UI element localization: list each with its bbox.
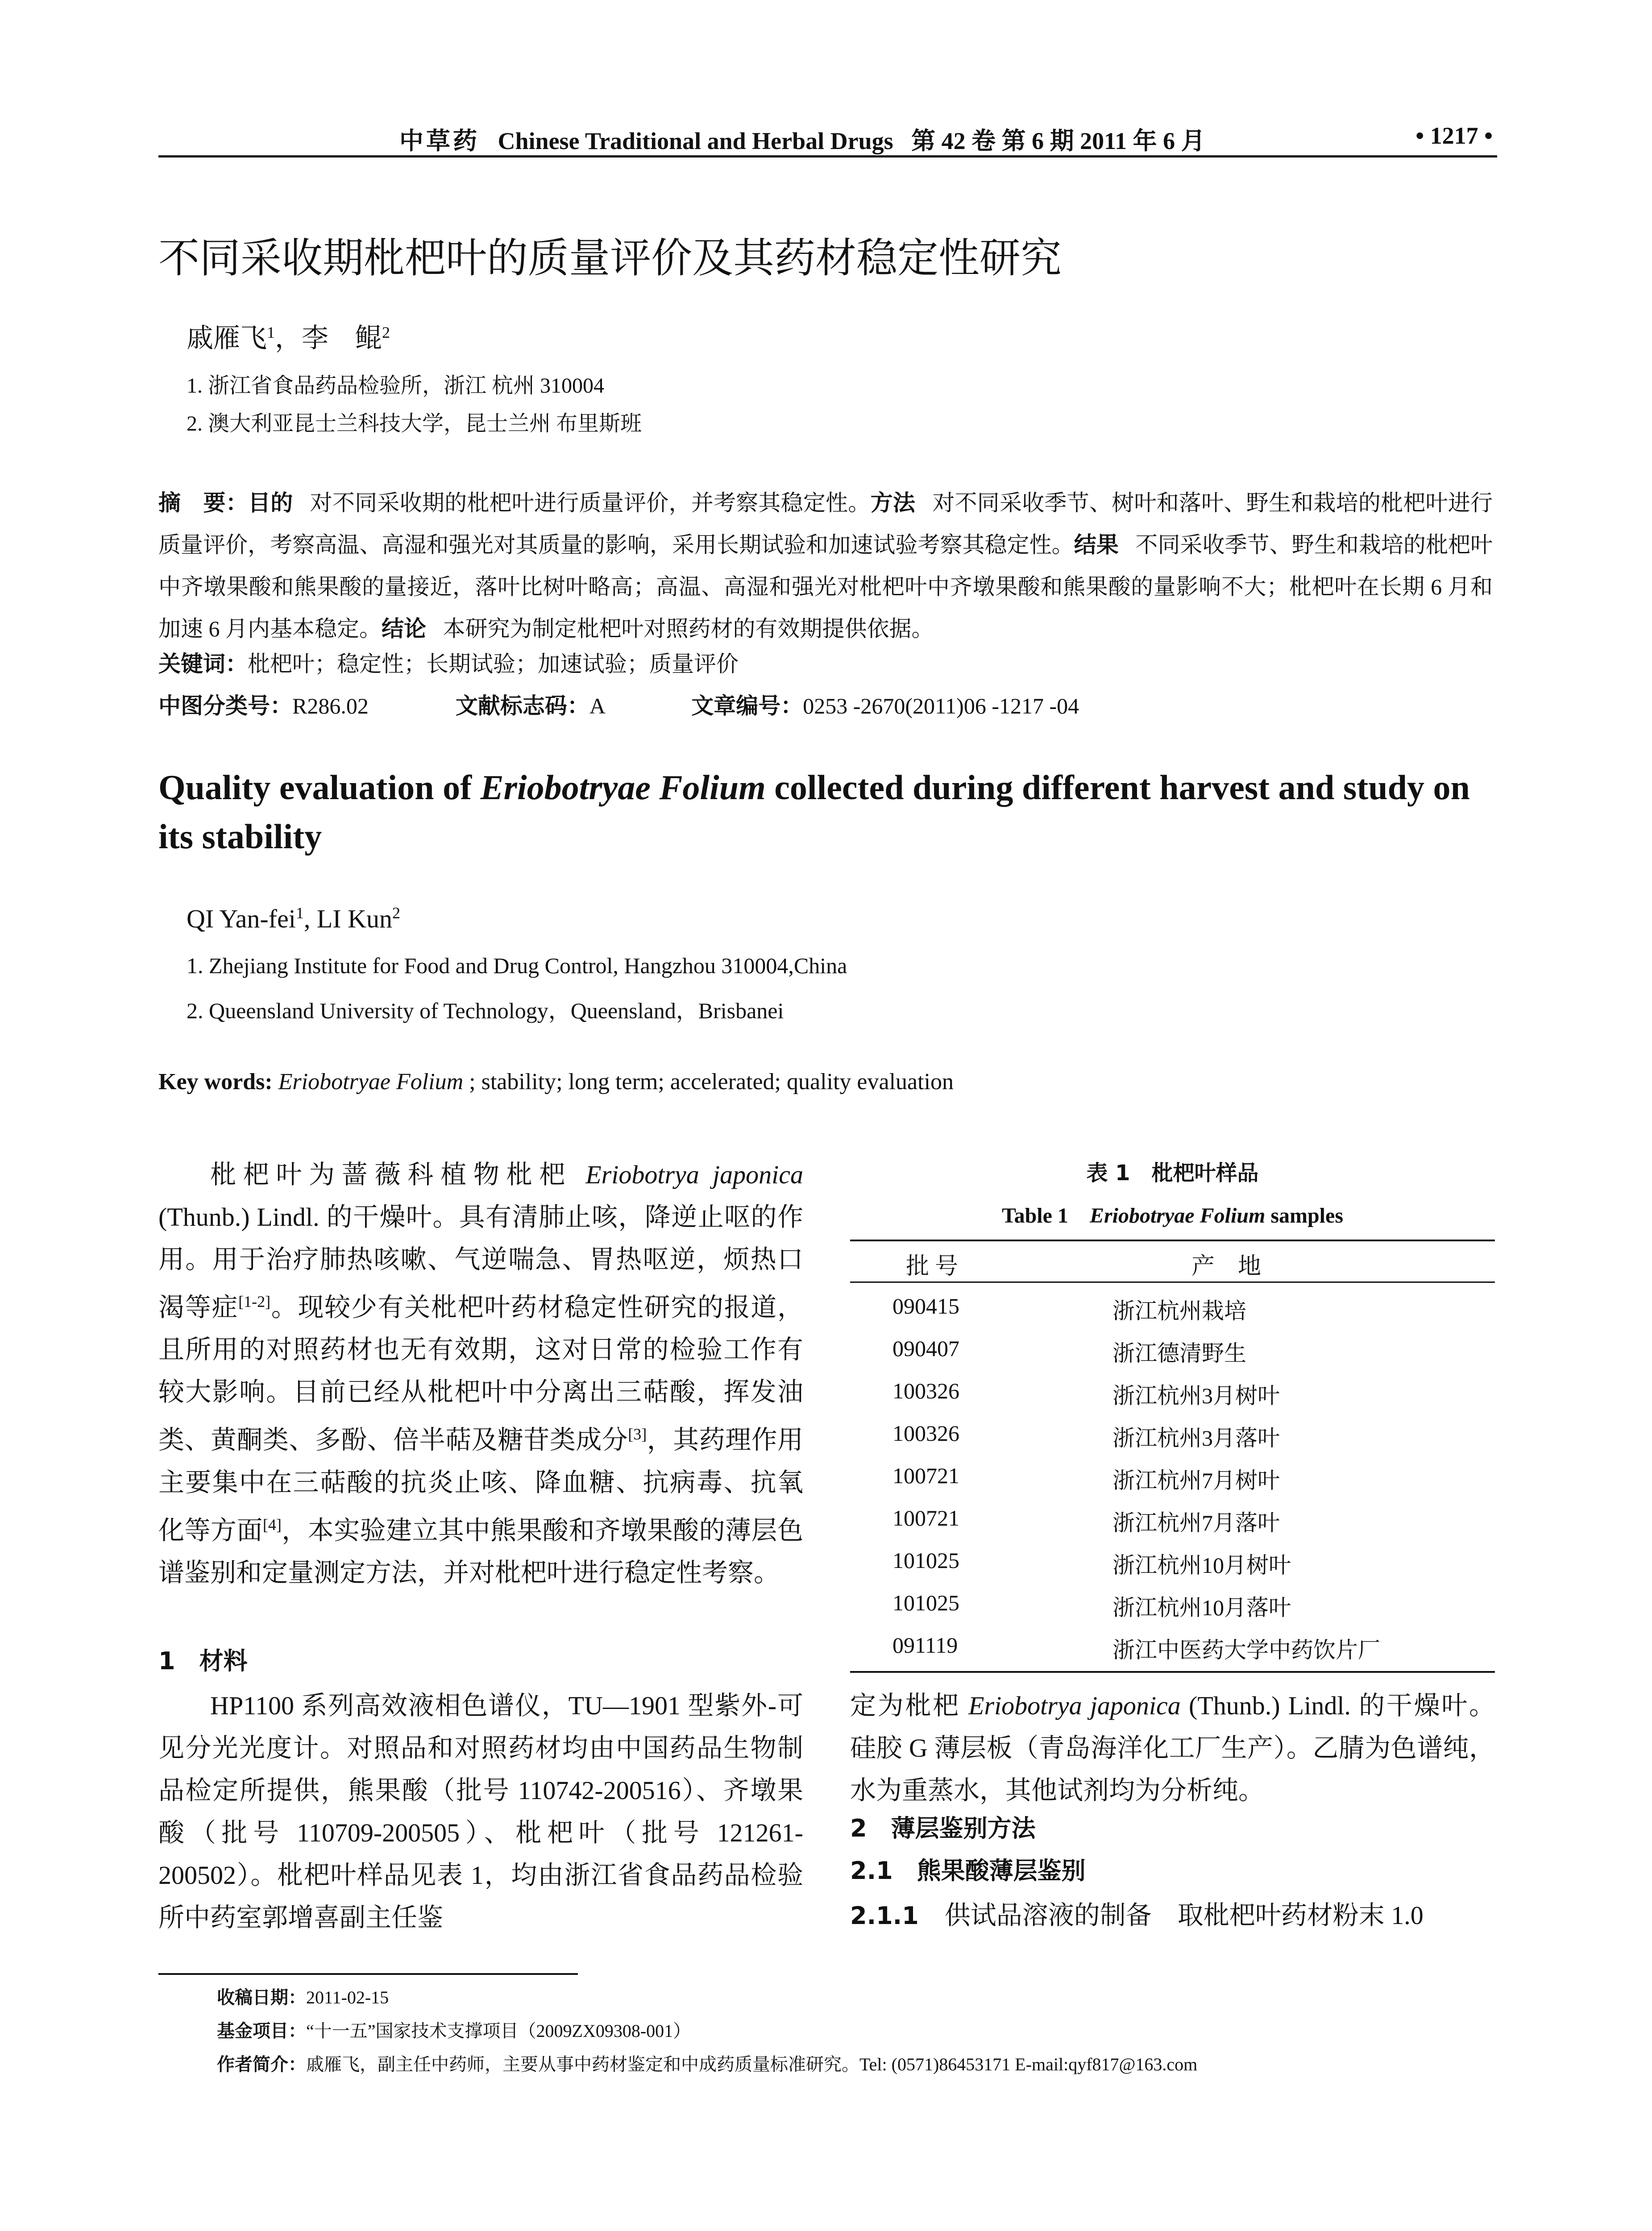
authors-en [187, 904, 400, 933]
running-header [158, 118, 1497, 154]
author-2-en-sup: 2 [392, 904, 400, 922]
section-2-1-1 [850, 1894, 1424, 1932]
p1-text-c: 。现较少有关枇杷叶药材稳定性研究的报道，且所用的对照药材也无有效期，这对日常的检验工作有较大影响。目前已经从枇杷叶中分离出三萜酸，挥发油类、黄酮类、多酚、倍半萜及糖苷类成分 [158, 1293, 803, 1455]
section-2-1-heading: 2.1 熊果酸薄层鉴别 [850, 1857, 1086, 1885]
citation-1: [1-2] [238, 1293, 271, 1310]
table-header-origin: 产 地 [1191, 1254, 1262, 1279]
result-text: 不同采收季节、野生和栽培的枇杷叶中齐墩果酸和熊果酸的量接近，落叶比树叶略高；高温、高湿和强光对枇杷叶中齐墩果酸和熊果酸的量影响不大；枇杷叶在长期 6 月和加速 6 月内基本稳定。 [158, 532, 1493, 641]
table-cell-origin: 浙江杭州栽培 [1112, 1298, 1246, 1323]
author-en-sep: , [303, 904, 317, 933]
author-1-sup: 1 [267, 323, 275, 341]
doccode-value: A [589, 693, 605, 718]
footnote-author [217, 2050, 1197, 2076]
received-date: 2011-02-15 [306, 1987, 389, 2007]
table-top-rule [850, 1240, 1495, 1241]
table-caption-en-latin: Eriobotryae Folium [1089, 1204, 1266, 1227]
table-cell-batch: 090415 [892, 1294, 959, 1319]
table-cell-origin: 浙江德清野生 [1112, 1341, 1246, 1366]
table-bottom-rule [850, 1671, 1495, 1673]
table-caption-en-b: samples [1265, 1204, 1343, 1227]
method-label: 方法 [870, 490, 916, 516]
affiliation-1-cn: 1. 浙江省食品药品检验所，浙江 杭州 310004 [187, 374, 605, 398]
section-2-1-1-number: 2.1.1 [850, 1902, 919, 1930]
author-2-cn: 李 鲲 [302, 323, 382, 353]
title-en-part1: Quality evaluation of [158, 768, 481, 807]
title-en-part2: collected during different harvest and study on its stability [158, 768, 1470, 856]
page-number: • 1217 • [1415, 122, 1493, 149]
article-value: 0253 -2670(2011)06 -1217 -04 [803, 693, 1079, 718]
method-text: 对不同采收季节、树叶和落叶、野生和栽培的枇杷叶进行质量评价，考察高温、高湿和强光对其质量的影响，采用长期试验和加速试验考察其稳定性。 [158, 490, 1493, 557]
fund-text: “十一五”国家技术支撑项目（2009ZX09308-001） [306, 2021, 691, 2041]
conclusion-text: 本研究为制定枇杷叶对照药材的有效期提供依据。 [443, 616, 934, 641]
keywords-label-en: Key words: [158, 1069, 278, 1095]
table-cell-origin: 浙江杭州10月树叶 [1112, 1553, 1291, 1578]
affiliation-2-cn: 2. 澳大利亚昆士兰科技大学，昆士兰州 布里斯班 [187, 412, 642, 435]
table-cell-batch: 101025 [892, 1590, 959, 1615]
table-header-rule [850, 1281, 1495, 1283]
table-cell-origin: 浙江中医药大学中药饮片厂 [1112, 1638, 1380, 1663]
table-cell-batch: 091119 [892, 1633, 958, 1658]
purpose-text: 对不同采收期的枇杷叶进行质量评价，并考察其稳定性。 [310, 490, 871, 515]
citation-3: [4] [262, 1515, 282, 1534]
p3-text-b: (Thunb.) Lindl. 的干燥叶。硅胶 G 薄层板（青岛海洋化工厂生产）。乙腈为色谱纯，水为重蒸水，其他试剂均为分析纯。 [850, 1691, 1495, 1805]
p1-text-e: ，本实验建立其中熊果酸和齐墩果酸的薄层色谱鉴别和定量测定方法，并对枇杷叶进行稳定性考察。 [158, 1515, 803, 1587]
title-cn: 不同采收期枇杷叶的质量评价及其药材稳定性研究 [158, 234, 1062, 282]
table-cell-batch: 090407 [892, 1336, 959, 1361]
abstract-cn [158, 482, 1493, 650]
journal-info [399, 122, 1205, 156]
clc-value: R286.02 [292, 693, 369, 718]
table-cell-batch: 100721 [892, 1463, 959, 1488]
classification-line [158, 688, 1079, 720]
table-cell-origin: 浙江杭州3月树叶 [1112, 1383, 1280, 1408]
author-bio-label: 作者简介： [217, 2054, 306, 2075]
issue-info: 第 42 卷 第 6 期 2011 年 6 月 [911, 128, 1205, 154]
table-cell-batch: 100721 [892, 1505, 959, 1530]
citation-2: [3] [628, 1425, 647, 1443]
section-1-heading: 1 材料 [158, 1647, 248, 1675]
table-cell-batch: 100326 [892, 1421, 959, 1446]
p1-text-d: ，其药理作用主要集中在三萜酸的抗炎止咳、降血糖、抗病毒、抗氧化等方面 [158, 1425, 803, 1545]
author-1-en-sup: 1 [295, 904, 304, 922]
author-2-en: LI Kun [316, 904, 392, 933]
keywords-cn [158, 646, 739, 678]
table-cell-origin: 浙江杭州10月落叶 [1112, 1595, 1291, 1620]
p3-latin: Eriobotrya japonica [968, 1691, 1181, 1720]
abstract-label: 摘 要： [158, 490, 248, 516]
section-2-heading: 2 薄层鉴别方法 [850, 1814, 1036, 1842]
author-bio-text: 戚雁飞，副主任中药师，主要从事中药材鉴定和中成药质量标准研究。Tel: (0571)86453171 E-mail:qyf817@163.com [306, 2054, 1198, 2074]
table-header-batch: 批 号 [906, 1254, 959, 1279]
table-caption-cn: 表 1 枇杷叶样品 [1086, 1161, 1259, 1186]
result-label: 结果 [1074, 532, 1119, 558]
table-cell-origin: 浙江杭州7月树叶 [1112, 1468, 1280, 1493]
doccode-label: 文献标志码： [455, 693, 589, 719]
title-en [158, 763, 1497, 861]
journal-name-en: Chinese Traditional and Herbal Drugs [498, 128, 893, 154]
author-1-en: QI Yan-fei [187, 904, 296, 933]
p1-latin: Eriobotrya japonica [585, 1160, 803, 1189]
table-caption-en [850, 1198, 1495, 1229]
journal-name-cn: 中草药 [399, 128, 480, 154]
p1-text-a: 枇杷叶为蔷薇科植物枇杷 [210, 1160, 586, 1189]
keywords-en-latin: Eriobotryae Folium [278, 1069, 464, 1095]
affiliation-1-en: 1. Zhejiang Institute for Food and Drug Control, Hangzhou 310004,China [187, 953, 847, 978]
footnote-received [217, 1983, 389, 2009]
keywords-en-text: ; stability; long term; accelerated; quality evaluation [463, 1069, 954, 1095]
article-label: 文章编号： [691, 693, 803, 719]
affiliation-2-en: 2. Queensland University of Technology，Queensland，Brisbanei [187, 998, 784, 1023]
author-sep: ， [275, 323, 302, 353]
author-2-sup: 2 [382, 323, 390, 341]
keywords-en [158, 1069, 954, 1095]
p3-text-a: 定为枇杷 [850, 1691, 969, 1720]
header-rule [158, 155, 1497, 158]
clc-label: 中图分类号： [158, 693, 292, 719]
body-paragraph-2: HP1100 系列高效液相色谱仪，TU—1901 型紫外-可见分光光度计。对照品和对照药材均由中国药品生物制品检定所提供，熊果酸（批号 110742-200516）、齐墩果酸（批号 110709-200505）、枇杷叶（批号 121261-200502）。枇杷叶样品见表 1，均由浙江省食品药品检验所中药室郭增喜副主任鉴 [158, 1691, 803, 1932]
conclusion-label: 结论 [382, 616, 426, 642]
p1-text-b: (Thunb.) Lindl. 的干燥叶。具有清肺止咳，降逆止呕的作用。用于治疗肺热咳嗽、气逆喘急、胃热呕逆，烦热口渴等症 [158, 1203, 803, 1322]
body-paragraph-1 [158, 1153, 803, 1594]
authors-cn [187, 317, 390, 355]
table-cell-origin: 浙江杭州3月落叶 [1112, 1426, 1280, 1451]
keywords-text-cn: 枇杷叶；稳定性；长期试验；加速试验；质量评价 [248, 651, 739, 676]
title-en-latin: Eriobotryae Folium [480, 768, 766, 807]
table-caption-en-a: Table 1 [1001, 1204, 1090, 1227]
purpose-label: 目的 [248, 490, 293, 516]
received-label: 收稿日期： [217, 1987, 306, 2008]
section-2-1-1-text: 供试品溶液的制备 取枇杷叶药材粉末 1.0 [918, 1901, 1424, 1930]
author-1-cn: 戚雁飞 [187, 323, 267, 353]
table-cell-batch: 100326 [892, 1378, 959, 1403]
table-cell-batch: 101025 [892, 1548, 959, 1573]
footnote-fund [217, 2017, 691, 2042]
keywords-label-cn: 关键词： [158, 651, 248, 677]
fund-label: 基金项目： [217, 2021, 306, 2041]
footnote-rule [158, 1973, 578, 1975]
body-paragraph-3 [850, 1684, 1495, 1812]
table-cell-origin: 浙江杭州7月落叶 [1112, 1510, 1280, 1535]
